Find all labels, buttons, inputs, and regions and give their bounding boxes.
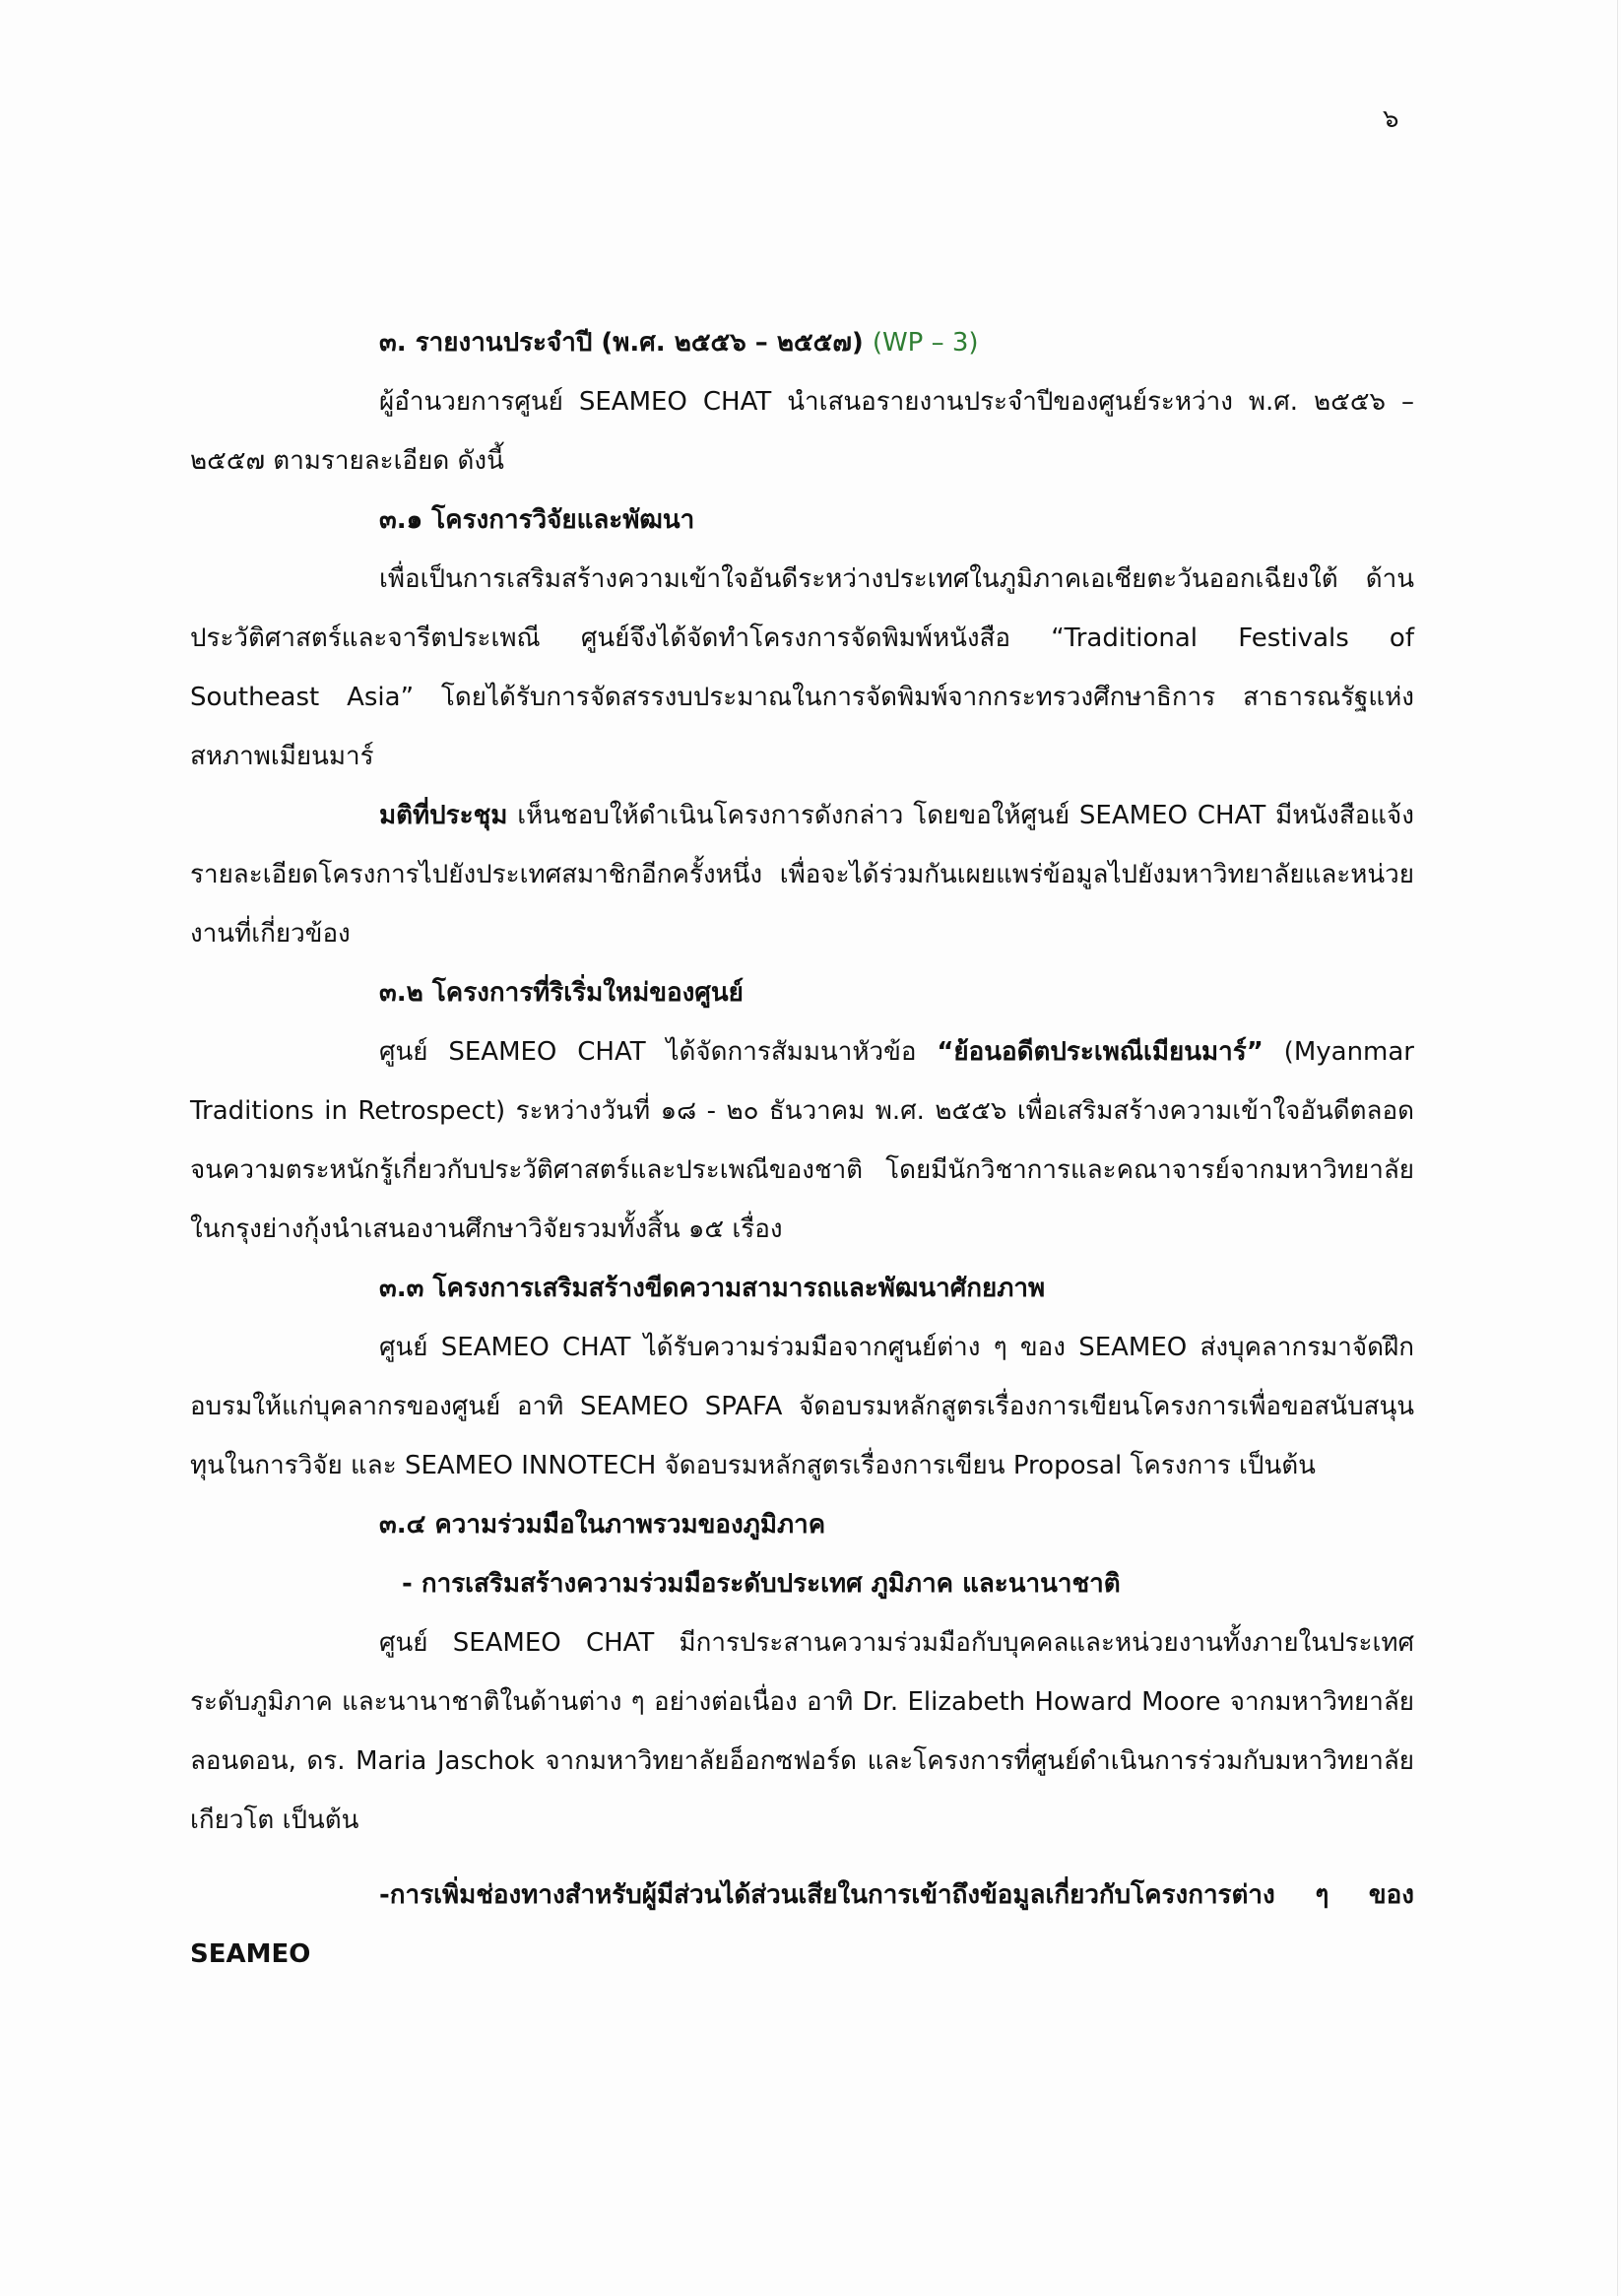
section-3-1-resolution: [190, 786, 1414, 963]
document-body: [190, 313, 1414, 1984]
section-3-4-heading: ๓.๔ ความร่วมมือในภาพรวมของภูมิภาค: [379, 1510, 826, 1540]
section-3-4-item-1-body: ศูนย์ SEAMEO CHAT มีการประสานความร่วมมือกับบุคคลและหน่วยงานทั้งภายในประเทศ ระดับภูมิภาค และนานาชาติในด้านต่าง ๆ อย่างต่อเนื่อง อาทิ Dr. Elizabeth Howard Moore จากมหาวิทยาลัยลอนดอน, ดร. Maria Jaschok จากมหาวิทยาลัยอ็อกซฟอร์ด และโครงการที่ศูนย์ดำเนินการร่วมกับมหาวิทยาลัยเกียวโต เป็นต้น: [190, 1628, 1414, 1835]
section-3-1-body: เพื่อเป็นการเสริมสร้างความเข้าใจอันดีระหว่างประเทศในภูมิภาคเอเชียตะวันออกเฉียงใต้ ด้านประวัติศาสตร์และจารีตประเพณี ศูนย์จึงได้จัดทำโครงการจัดพิมพ์หนังสือ “Traditional Festivals of Southeast Asia” โดยได้รับการจัดสรรงบประมาณในการจัดพิมพ์จากกระทรวงศึกษาธิการ สาธารณรัฐแห่งสหภาพเมียนมาร์: [190, 564, 1414, 771]
resolution-text: เห็นชอบให้ดำเนินโครงการดังกล่าว โดยขอให้ศูนย์ SEAMEO CHAT มีหนังสือแจ้งรายละเอียดโครงการไปยังประเทศสมาชิกอีกครั้งหนึ่ง เพื่อจะได้ร่วมกันเผยแพร่ข้อมูลไปยังมหาวิทยาลัยและหน่วยงานที่เกี่ยวข้อง: [190, 801, 1414, 949]
section-3-2-body-start: ศูนย์ SEAMEO CHAT ได้จัดการสัมมนาหัวข้อ: [379, 1037, 917, 1067]
section-3-1-heading: ๓.๑ โครงการวิจัยและพัฒนา: [379, 505, 695, 535]
section-3-2-heading: ๓.๒ โครงการที่ริเริ่มใหม่ของศูนย์: [379, 978, 744, 1008]
section-3-title: ๓. รายงานประจำปี (พ.ศ. ๒๕๕๖ – ๒๕๕๗): [379, 328, 864, 358]
section-3-heading: [190, 313, 1414, 372]
section-3-intro: ผู้อำนวยการศูนย์ SEAMEO CHAT นำเสนอรายงานประจำปีของศูนย์ระหว่าง พ.ศ. ๒๕๕๖ – ๒๕๕๗ ตามรายละเอียด ดังนี้: [190, 387, 1414, 476]
section-3-2-body: [190, 1022, 1414, 1259]
section-3-2-body-rest: (Myanmar Traditions in Retrospect) ระหว่างวันที่ ๑๘ - ๒๐ ธันวาคม พ.ศ. ๒๕๕๖ เพื่อเสริมสร้างความเข้าใจอันดีตลอดจนความตระหนักรู้เกี่ยวกับประวัติศาสตร์และประเพณีของชาติ โดยมีนักวิชาการและคณาจารย์จากมหาวิทยาลัยในกรุงย่างกุ้งนำเสนองานศึกษาวิจัยรวมทั้งสิ้น ๑๕ เรื่อง: [190, 1037, 1414, 1244]
page-edge-line: [1617, 0, 1618, 2296]
page-number: ๖: [1383, 104, 1399, 134]
section-3-4-item-1-heading: - การเสริมสร้างความร่วมมือระดับประเทศ ภูมิภาค และนานาชาติ: [402, 1569, 1121, 1599]
working-paper-code: (WP – 3): [872, 328, 979, 358]
section-3-3-body: ศูนย์ SEAMEO CHAT ได้รับความร่วมมือจากศูนย์ต่าง ๆ ของ SEAMEO ส่งบุคลากรมาจัดฝึกอบรมให้แก่บุคลากรของศูนย์ อาทิ SEAMEO SPAFA จัดอบรมหลักสูตรเรื่องการเขียนโครงการเพื่อขอสนับสนุนทุนในการวิจัย และ SEAMEO INNOTECH จัดอบรมหลักสูตรเรื่องการเขียน Proposal โครงการ เป็นต้น: [190, 1333, 1414, 1480]
seminar-title: “ย้อนอดีตประเพณีเมียนมาร์”: [937, 1037, 1264, 1067]
section-3-3-heading: ๓.๓ โครงการเสริมสร้างขีดความสามารถและพัฒนาศักยภาพ: [379, 1274, 1046, 1303]
section-3-4-item-2-heading: -การเพิ่มช่องทางสำหรับผู้มีส่วนได้ส่วนเสียในการเข้าถึงข้อมูลเกี่ยวกับโครงการต่าง ๆ ของ SEAMEO: [190, 1880, 1414, 1969]
resolution-label: มติที่ประชุม: [379, 801, 508, 830]
